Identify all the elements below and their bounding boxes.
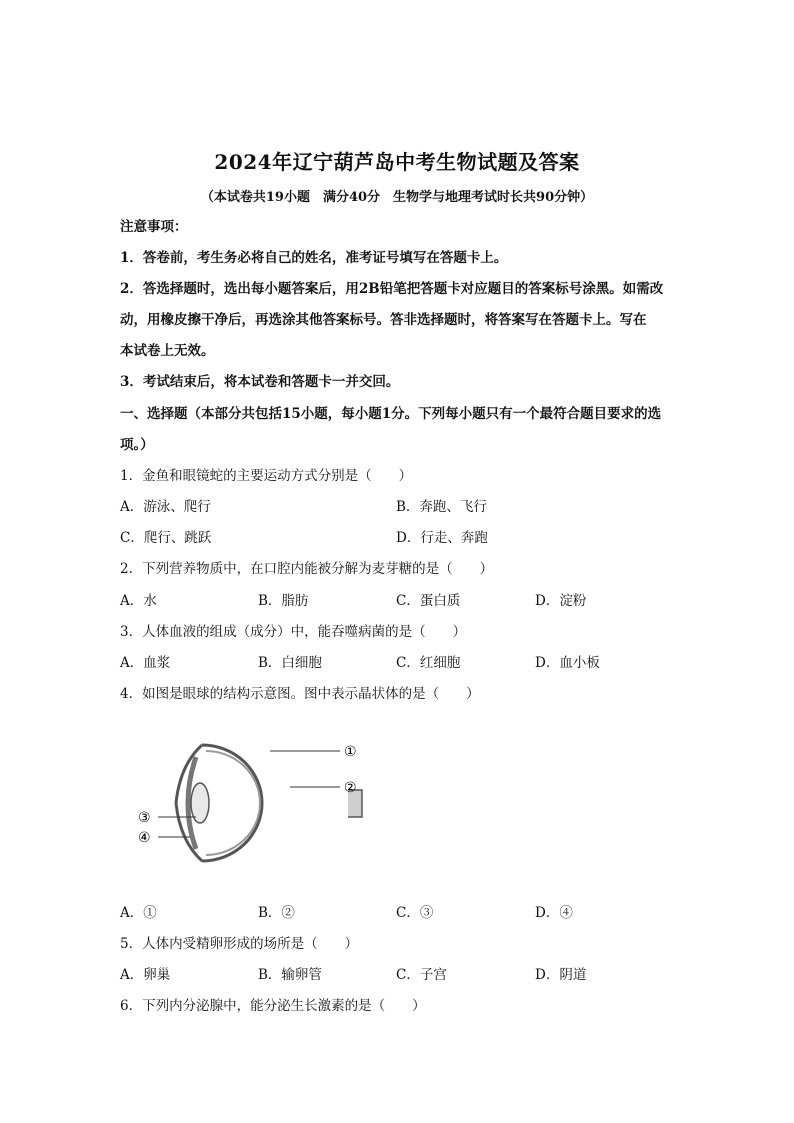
figure-label-4: ④ [138, 830, 151, 846]
question-5-stem: 5．人体内受精卵形成的场所是（ ） [120, 936, 359, 952]
q2-option-d: D．淀粉 [535, 593, 587, 609]
q1-option-a: A．游泳、爬行 [120, 499, 211, 515]
eyeball-outer-wall [202, 745, 262, 861]
q2-option-c: C．蛋白质 [396, 593, 461, 609]
page-title: 2024年辽宁葫芦岛中考生物试题及答案 [214, 150, 580, 174]
section-heading-cont: 项。） [120, 437, 154, 453]
question-4-stem: 4．如图是眼球的结构示意图。图中表示晶状体的是（ ） [120, 686, 480, 702]
q1-option-d: D．行走、奔跑 [396, 530, 488, 546]
question-6-stem: 6．下列内分泌腺中，能分泌生长激素的是（ ） [120, 998, 426, 1014]
q1-option-c: C．爬行、跳跃 [120, 530, 212, 546]
q5-option-c: C．子宫 [396, 967, 447, 983]
notice-item: 动，用橡皮擦干净后，再选涂其他答案标号。答非选择题时，将答案写在答题卡上。写在 [120, 312, 647, 328]
figure-label-1: ① [344, 744, 357, 760]
eyeball-diagram [130, 735, 370, 865]
notice-item: 2．答选择题时，选出每小题答案后，用2B铅笔把答题卡对应题目的答案标号涂黑。如需改 [120, 281, 664, 297]
question-2-stem: 2．下列营养物质中，在口腔内能被分解为麦芽糖的是（ ） [120, 561, 494, 577]
q2-option-a: A．水 [120, 593, 157, 609]
q5-option-a: A．卵巢 [120, 967, 171, 983]
notice-item: 本试卷上无效。 [120, 343, 215, 359]
q4-option-a: A．① [120, 905, 157, 921]
q4-option-b: B．② [258, 905, 295, 921]
question-3-stem: 3．人体血液的组成（成分）中，能吞噬病菌的是（ ） [120, 624, 467, 640]
section-heading: 一、选择题（本部分共包括15小题，每小题1分。下列每小题只有一个最符合题目要求的选 [120, 406, 662, 422]
notice-heading: 注意事项： [120, 219, 188, 235]
q1-option-b: B．奔跑、飞行 [396, 499, 487, 515]
q4-option-c: C．③ [396, 905, 434, 921]
q3-option-c: C．红细胞 [396, 655, 461, 671]
q3-option-b: B．白细胞 [258, 655, 322, 671]
figure-label-3: ③ [138, 810, 151, 826]
q5-option-d: D．阴道 [535, 967, 587, 983]
notice-item: 3．考试结束后，将本试卷和答题卡一并交回。 [120, 374, 400, 390]
figure-label-2: ② [344, 780, 357, 796]
q5-option-b: B．输卵管 [258, 967, 322, 983]
q3-option-a: A．血浆 [120, 655, 171, 671]
q2-option-b: B．脂肪 [258, 593, 309, 609]
question-1-stem: 1．金鱼和眼镜蛇的主要运动方式分别是（ ） [120, 468, 413, 484]
q3-option-d: D．血小板 [535, 655, 600, 671]
q4-option-d: D．④ [535, 905, 573, 921]
page-subtitle: （本试卷共19小题 满分40分 生物学与地理考试时长共90分钟） [200, 190, 594, 205]
eyeball-inner-wall [206, 751, 260, 855]
notice-item: 1．答卷前，考生务必将自己的姓名，准考证号填写在答题卡上。 [120, 250, 508, 266]
